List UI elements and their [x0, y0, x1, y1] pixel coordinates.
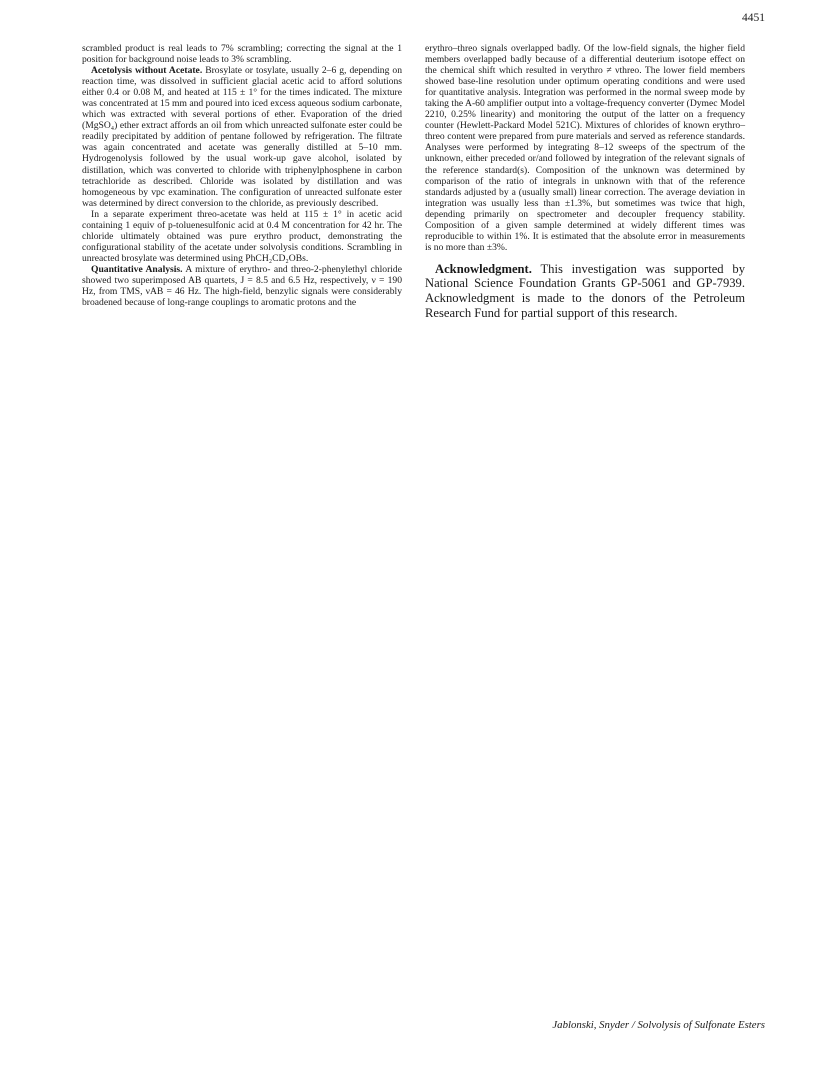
paragraph-quantitative — [82, 264, 402, 308]
acknowledgment — [425, 262, 745, 320]
paragraph-threo-acetate: In a separate experiment threo-acetate was held at 115 ± 1° in acetic acid containing 1 equiv of p-toluenesulfonic acid at 0.4 M concentration for 42 hr. The chloride ultimately obtained was pure erythro product, demonstrating the configurational stability of the acetate under solvolysis conditions. Scrambling in unreacted brosylate was determined using PhCH₂CD₂OBs. — [82, 208, 402, 264]
section-heading-quantitative: Quantitative Analysis. — [91, 263, 183, 275]
paragraph-quantitative-body: A mixture of erythro- and threo-2-phenylethyl chloride showed two superimposed AB quartets, J = 8.5 and 6.5 Hz, respectively, ν = 190 Hz, from TMS, νAB = 46 Hz. The high-field, benzylic signals were considerably broadened because of long-range couplings to aromatic protons and the — [82, 263, 402, 309]
running-footer: Jablonski, Snyder / Solvolysis of Sulfonate Esters — [552, 1019, 765, 1031]
acknowledgment-body: This investigation was supported by National Science Foundation Grants GP-5061 and GP-7939. Acknowledgment is made to the donors of the Petroleum Research Fund for partial support of this research. — [425, 261, 745, 320]
paragraph-acetolysis-body: Brosylate or tosylate, usually 2–6 g, depending on reaction time, was dissolved in sufficient glacial acetic acid to afford solutions either 0.4 or 0.08 M, and heated at 115 ± 1° for the times indicated. The mixture was concentrated at 15 mm and poured into iced excess aqueous sodium carbonate, which was extracted with several portions of ether. Evaporation of the dried (MgSO₄) ether extract affords an oil from which unreacted sulfonate ester could be readily precipitated by addition of pentane followed by refrigeration. The filtrate was again concentrated and acetate was generally distilled at 5–10 mm. Hydrogenolysis followed by the usual work-up gave alcohol, isolated by distillation, which was converted to chloride with triphenylphosphene in carbon tetrachloride as described. Chloride was isolated by distillation and was homogeneous by vpc examination. The configuration of unreacted sulfonate ester was determined by direct conversion to the chloride, as previously described. — [82, 65, 402, 209]
section-heading-acetolysis: Acetolysis without Acetate. — [91, 65, 203, 77]
page-number: 4451 — [742, 12, 765, 24]
paragraph-scrambling: scrambled product is real leads to 7% scrambling; correcting the signal at the 1 position for background noise leads to 3% scrambling. — [82, 43, 402, 66]
paragraph-integration: erythro–threo signals overlapped badly. Of the low-field signals, the higher field members overlapped badly because of a differential deuterium isotope effect on the chemical shift which resulted in νerythro ≠ νthreo. The lower field members showed base-line resolution under optimum operating conditions and were used for quantitative analysis. Integration was performed in the normal sweep mode by taking the A-60 amplifier output into a voltage-frequency converter (Dymec Model 2210, 0.25% linearity) and monitoring the output of the latter on a frequency counter (Hewlett-Packard Model 521C). Mixtures of chlorides of known erythro–threo content were prepared from pure materials and served as reference standards. Analyses were performed by integrating 8–12 sweeps of the spectrum of the unknown, either preceded or/and followed by integration of the relevant signals of the reference standard(s). Composition of the unknown was determined by comparison of the ratio of integrals in unknown with that of the reference standards adjusted by a (usually small) linear correction. The average deviation in integration was usually less than ±1.3%, but sometimes was twice that high, depending primarily on spectrometer and decoupler frequency stability. Composition of a given sample determined at widely different times was reproducible to within 1%. It is estimated that the absolute error in measurements is no more than ±3%. — [425, 43, 745, 253]
left-column — [82, 43, 402, 308]
paragraph-acetolysis — [82, 65, 402, 209]
acknowledgment-heading: Acknowledgment. — [435, 261, 532, 276]
right-column — [425, 43, 745, 320]
